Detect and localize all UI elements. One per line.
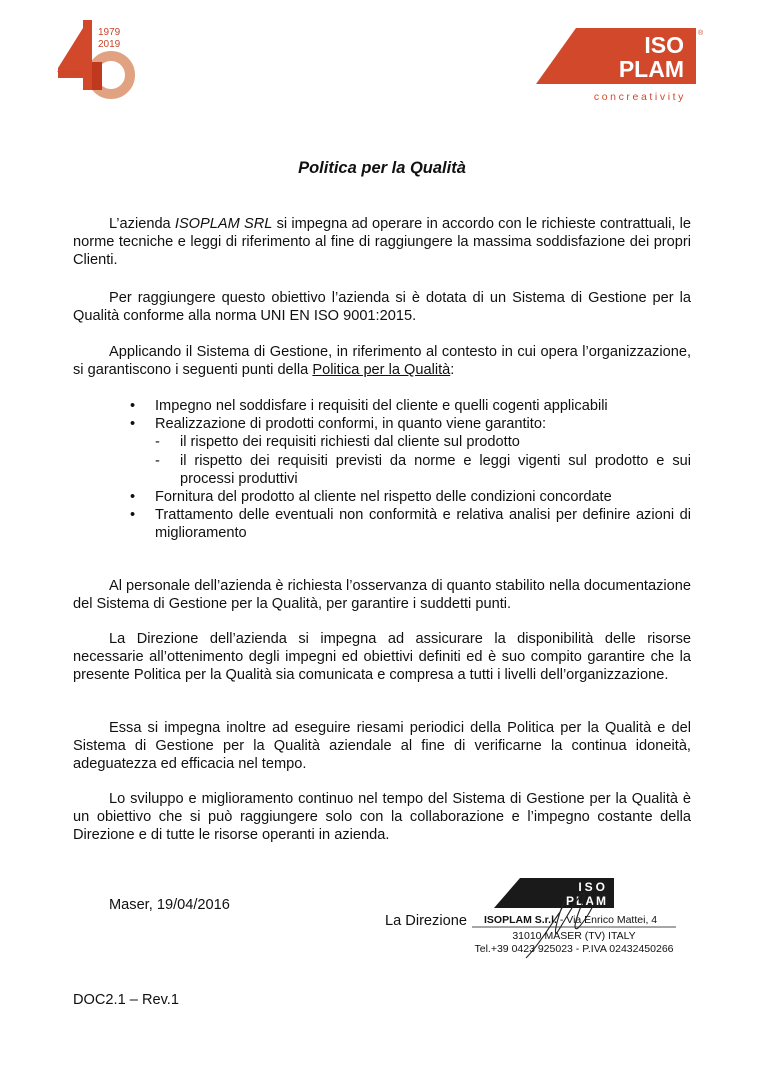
paragraph-improvement <box>73 790 691 845</box>
paragraph-management <box>73 630 691 685</box>
text: : <box>450 362 455 379</box>
stamp-logo-iso: ISO <box>578 880 608 894</box>
text: Lo sviluppo e miglioramento continuo nel tempo del Sistema di Gestione per la Qualità è un obiettivo che si può raggiungere solo con la collaborazione e l’impegno costante della Direzione e di tutte le risorse operanti in azienda. <box>73 791 691 844</box>
dash-icon: - <box>155 434 160 451</box>
stamp-logo-plam: PLAM <box>566 894 608 908</box>
document-reference: DOC2.1 – Rev.1 <box>73 992 179 1008</box>
list-item-text: Realizzazione di prodotti conformi, in quanto viene garantito: <box>155 416 547 433</box>
list-item-text: Trattamento delle eventuali non conformità e relativa analisi per definire azioni di miglioramento <box>155 507 691 542</box>
bullet-icon: • <box>130 489 136 506</box>
isoplam-logo <box>534 26 706 104</box>
paragraph-iso-standard <box>73 289 691 325</box>
paragraph-personnel <box>73 577 691 613</box>
stamp-company: ISOPLAM S.r.l. <box>484 914 557 926</box>
dash-icon: - <box>155 452 160 469</box>
registered-mark: ® <box>698 30 704 37</box>
text: si impegna ad operare in accordo con le richieste contrattuali, le norme tecniche e leggi di riferimento al fine di raggiungere la massima soddisfazione dei propri Clienti. <box>73 216 692 269</box>
text: Al personale dell’azienda è richiesta l’osservanza di quanto stabilito nella documentazione del Sistema di Gestione per la Qualità, per garantire i suddetti punti. <box>73 578 691 613</box>
four-overlap <box>92 62 102 90</box>
text: Essa si impegna inoltre ad eseguire riesami periodici della Politica per la Qualità e del Sistema di Gestione per la Qualità aziendale al fine di verificarne la continua idoneità, adeguatezza ed efficacia nel tempo. <box>73 720 691 773</box>
sub-item-text: il rispetto dei requisiti previsti da norme e leggi vigenti sul prodotto e sui processi produttivi <box>180 452 691 487</box>
text: Per raggiungere questo obiettivo l’azienda si è dotata di un Sistema di Gestione per la Qualità conforme alla norma UNI EN ISO 9001:2015. <box>73 290 691 325</box>
signature-label: La Direzione <box>385 913 467 929</box>
list-item <box>130 397 691 415</box>
stamp-city: 31010 MASER (TV) ITALY <box>512 930 636 942</box>
year-end: 2019 <box>98 39 121 50</box>
years-label: YEARS <box>57 69 83 78</box>
text: La Direzione dell’azienda si impegna ad assicurare la disponibilità delle risorse necessarie all’ottenimento degli impegni ed obiettivi definiti ed è suo compito garantire che la presente Politica per la Qualità sia comunicata e compresa a tutti i livelli dell’organizzazione. <box>73 631 691 684</box>
sub-list-item <box>155 433 691 451</box>
document-title: Politica per la Qualità <box>298 159 466 177</box>
logo-iso: ISO <box>644 32 684 58</box>
policy-points-list <box>130 397 691 543</box>
bullet-icon: • <box>130 416 136 433</box>
stamp-address: - Via Enrico Mattei, 4 <box>556 914 658 926</box>
stamp-company-line <box>484 914 657 926</box>
year-start: 1979 <box>98 27 121 38</box>
logo-tagline: concreativity <box>593 91 686 103</box>
text: L’azienda <box>109 216 175 232</box>
stamp-contacts: Tel.+39 0423 925023 - P.IVA 02432450266 <box>474 943 674 955</box>
paragraph-applying <box>73 343 691 379</box>
paragraph-intro <box>73 215 691 270</box>
logo-plam: PLAM <box>618 56 684 82</box>
anniversary-40-years-logo <box>56 18 140 104</box>
list-item-text: Fornitura del prodotto al cliente nel rispetto delle condizioni concordate <box>155 489 612 506</box>
company-stamp <box>468 876 680 960</box>
sub-list-item <box>155 452 691 488</box>
bullet-icon: • <box>130 398 136 414</box>
list-item <box>130 415 691 433</box>
four-shape <box>58 20 92 90</box>
list-item <box>130 506 691 542</box>
paragraph-reviews <box>73 719 691 774</box>
bullet-icon: • <box>130 507 136 524</box>
list-item <box>130 488 691 506</box>
place-date: Maser, 19/04/2016 <box>109 897 230 913</box>
policy-reference: Politica per la Qualità <box>312 362 451 379</box>
company-name: ISOPLAM SRL <box>174 216 273 232</box>
text: Applicando il Sistema di Gestione, in riferimento al contesto in cui opera l’organizzazione, si garantiscono i seguenti punti della <box>73 344 691 379</box>
sub-item-text: il rispetto dei requisiti richiesti dal cliente sul prodotto <box>180 434 520 451</box>
list-item-text: Impegno nel soddisfare i requisiti del cliente e quelli cogenti applicabili <box>155 398 608 414</box>
